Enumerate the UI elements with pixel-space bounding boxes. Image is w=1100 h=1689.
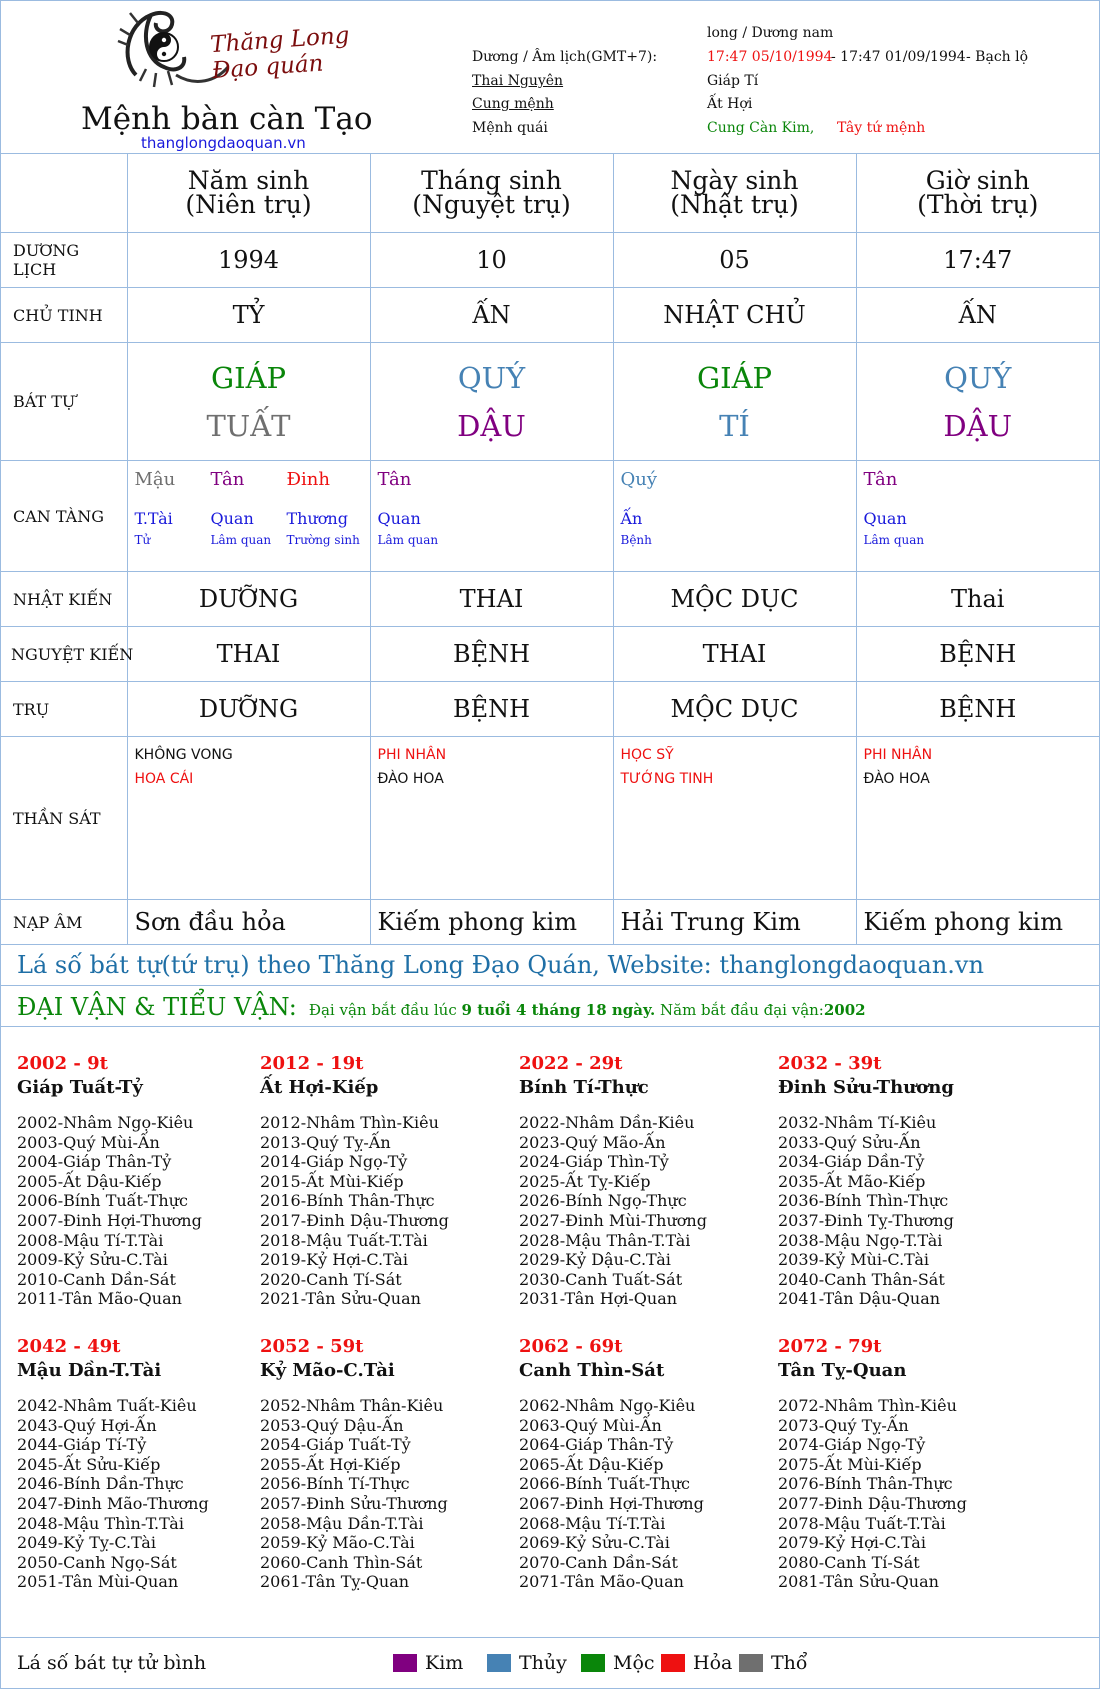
stage-cell: Thai: [856, 572, 1099, 627]
chu-tinh-row: [1, 288, 1099, 343]
name-gender: long / Dương nam: [707, 25, 834, 41]
date-lunar: - 17:47 01/09/1994: [831, 49, 966, 65]
row-label: CHỦ TINH: [1, 288, 127, 343]
hidden-stem: Tân Quan Lâm quan: [377, 469, 439, 547]
block-subtitle: Giáp Tuất-Tỷ: [17, 1077, 143, 1098]
dai-van-title: ĐẠI VẬN & TIỂU VẬN:: [17, 993, 297, 1021]
can-tang-row: [1, 461, 1099, 572]
block-header: 2002 - 9t: [17, 1053, 108, 1074]
col-header-day: Ngày sinh (Nhật trụ): [613, 154, 856, 233]
earthly-branch: DẬU: [943, 408, 1013, 443]
than-sat-cell: PHI NHÂN ĐÀO HOA: [856, 737, 1099, 900]
chu-tinh-cell: TỶ: [127, 288, 370, 343]
site-link[interactable]: thanglongdaoquan.vn: [141, 134, 306, 152]
than-sat-cell: KHÔNG VONG HOA CÁI: [127, 737, 370, 900]
legend-item-kim: Kim: [393, 1652, 463, 1674]
year-list: 2032-Nhâm Tí-Kiêu 2033-Quý Sửu-Ấn 2034-Giáp Dần-Tỷ 2035-Ất Mão-Kiếp 2036-Bính Thìn-Thực 2037-Đinh Tỵ-Thương 2038-Mậu Ngọ-T.Tài 2039-Kỷ Mùi-C.Tài 2040-Canh Thân-Sát 2041-Tân Dậu-Quan: [778, 1113, 954, 1309]
stage-cell: BỆNH: [856, 682, 1099, 737]
stage-cell: THAI: [127, 627, 370, 682]
bat-tu-row: [1, 343, 1099, 461]
bat-tu-cell: [856, 343, 1099, 461]
color-swatch: [393, 1654, 417, 1672]
year-list: 2012-Nhâm Thìn-Kiêu 2013-Quý Tỵ-Ấn 2014-Giáp Ngọ-Tỷ 2015-Ất Mùi-Kiếp 2016-Bính Thân-Thực 2017-Đinh Dậu-Thương 2018-Mậu Tuất-T.Tài 2019-Kỷ Hợi-C.Tài 2020-Canh Tí-Sát 2021-Tân Sửu-Quan: [260, 1113, 449, 1309]
menh-quai-label: Mệnh quái: [472, 120, 548, 136]
date-solar: 17:47 05/10/1994: [707, 49, 833, 65]
nap-am-cell: Hải Trung Kim: [613, 900, 856, 945]
nap-am-cell: Kiếm phong kim: [370, 900, 613, 945]
nguyet-kien-row: [1, 627, 1099, 682]
dai-van-start-info: Đại vận bắt đầu lúc 9 tuổi 4 tháng 18 ngày. Năm bắt đầu đại vận:2002: [308, 1001, 866, 1019]
cung-menh-value: Ất Hợi: [707, 96, 753, 112]
pillars-table: [1, 153, 1099, 945]
stage-cell: BỆNH: [370, 627, 613, 682]
corner-cell: [1, 154, 127, 233]
bat-tu-cell: [613, 343, 856, 461]
hidden-stem: Tân Quan Lâm quan: [210, 469, 272, 547]
color-swatch: [661, 1654, 685, 1672]
color-swatch: [739, 1654, 763, 1672]
menh-quai-value: Cung Càn Kim,: [707, 120, 815, 136]
block-header: 2042 - 49t: [17, 1336, 121, 1357]
day-value: 05: [613, 233, 856, 288]
row-label: CAN TÀNG: [1, 461, 127, 572]
can-tang-cell: [613, 461, 856, 572]
nhat-kien-row: [1, 572, 1099, 627]
hidden-stem: Mậu T.Tài Tử: [134, 469, 176, 547]
heavenly-stem: QUÝ: [457, 360, 526, 395]
heavenly-stem: QUÝ: [944, 360, 1012, 395]
header-row: [1, 154, 1099, 233]
block-header: 2072 - 79t: [778, 1336, 882, 1357]
legend-item-moc: Mộc: [581, 1652, 655, 1674]
solar-term: - Bạch lộ: [966, 49, 1029, 65]
col-header-month: Tháng sinh (Nguyệt trụ): [370, 154, 613, 233]
stage-cell: DƯỠNG: [127, 682, 370, 737]
earthly-branch: TUẤT: [206, 408, 291, 443]
block-subtitle: Tân Tỵ-Quan: [778, 1360, 907, 1381]
dai-van-block: [778, 1336, 1028, 1592]
block-header: 2052 - 59t: [260, 1336, 364, 1357]
col-header-year: Năm sinh (Niên trụ): [127, 154, 370, 233]
duong-lich-row: [1, 233, 1099, 288]
nap-am-cell: Kiếm phong kim: [856, 900, 1099, 945]
bat-tu-cell: [127, 343, 370, 461]
earthly-branch: TÍ: [719, 408, 750, 443]
block-subtitle: Bính Tí-Thực: [519, 1077, 649, 1098]
thang-long-logo: [116, 5, 366, 97]
nap-am-row: [1, 900, 1099, 945]
legend-item-tho: Thổ: [739, 1652, 808, 1674]
dai-van-block: [519, 1336, 769, 1592]
block-header: 2022 - 29t: [519, 1053, 623, 1074]
row-label: NGUYỆT KIẾN: [1, 627, 127, 682]
dai-van-block: [17, 1053, 267, 1309]
legend-title: Lá số bát tự tử bình: [17, 1652, 207, 1674]
earthly-branch: DẬU: [457, 408, 526, 443]
stage-cell: THAI: [370, 572, 613, 627]
block-subtitle: Canh Thìn-Sát: [519, 1360, 665, 1381]
place-label[interactable]: Thai Nguyên: [472, 73, 564, 89]
nap-am-cell: Sơn đầu hỏa: [127, 900, 370, 945]
month-value: 10: [370, 233, 613, 288]
can-tang-cell: [127, 461, 370, 572]
row-label: TRỤ: [1, 682, 127, 737]
logo-text: Thăng Long Đạo quán: [209, 22, 351, 85]
year-list: 2042-Nhâm Tuất-Kiêu 2043-Quý Hợi-Ấn 2044-Giáp Tí-Tỷ 2045-Ất Sửu-Kiếp 2046-Bính Dần-Thực 2047-Đinh Mão-Thương 2048-Mậu Thìn-T.Tài 2049-Kỷ Tỵ-C.Tài 2050-Canh Ngọ-Sát 2051-Tân Mùi-Quan: [17, 1396, 209, 1592]
block-header: 2032 - 39t: [778, 1053, 882, 1074]
dai-van-block: [519, 1053, 769, 1309]
legend-item-hoa: Hỏa: [661, 1652, 732, 1674]
dai-van-block: [260, 1336, 510, 1592]
than-sat-row: [1, 737, 1099, 900]
year-list: 2022-Nhâm Dần-Kiêu 2023-Quý Mão-Ấn 2024-Giáp Thìn-Tỷ 2025-Ất Tỵ-Kiếp 2026-Bính Ngọ-Thực 2027-Đinh Mùi-Thương 2028-Mậu Thân-T.Tài 2029-Kỷ Dậu-C.Tài 2030-Canh Tuất-Sát 2031-Tân Hợi-Quan: [519, 1113, 707, 1309]
block-subtitle: Mậu Dần-T.Tài: [17, 1360, 162, 1381]
year-list: 2072-Nhâm Thìn-Kiêu 2073-Quý Tỵ-Ấn 2074-Giáp Ngọ-Tỷ 2075-Ất Mùi-Kiếp 2076-Bính Thân-Thực 2077-Đinh Dậu-Thương 2078-Mậu Tuất-T.Tài 2079-Kỷ Hợi-C.Tài 2080-Canh Tí-Sát 2081-Tân Sửu-Quan: [778, 1396, 967, 1592]
block-header: 2062 - 69t: [519, 1336, 623, 1357]
row-label: THẦN SÁT: [1, 737, 127, 900]
hidden-stem: Đinh Thương Trường sinh: [286, 469, 360, 547]
website-banner[interactable]: Lá số bát tự(tứ trụ) theo Thăng Long Đạo Quán, Website: thanglongdaoquan.vn: [1, 944, 1099, 986]
year-list: 2052-Nhâm Thân-Kiêu 2053-Quý Dậu-Ấn 2054-Giáp Tuất-Tỷ 2055-Ất Hợi-Kiếp 2056-Bính Tí-Thực 2057-Đinh Sửu-Thương 2058-Mậu Dần-T.Tài 2059-Kỷ Mão-C.Tài 2060-Canh Thìn-Sát 2061-Tân Tỵ-Quan: [260, 1396, 448, 1592]
block-subtitle: Đinh Sửu-Thương: [778, 1077, 954, 1098]
cung-menh-label[interactable]: Cung mệnh: [472, 96, 554, 112]
chu-tinh-cell: ẤN: [856, 288, 1099, 343]
page-title: Mệnh bàn càn Tạo: [81, 101, 373, 137]
menh-quai-group: Tây tứ mệnh: [837, 120, 926, 136]
hidden-stem: Quý Ấn Bệnh: [620, 469, 658, 547]
dai-van-block: [17, 1336, 267, 1592]
row-label: NHẬT KIẾN: [1, 572, 127, 627]
stage-cell: THAI: [613, 627, 856, 682]
year-list: 2002-Nhâm Ngọ-Kiêu 2003-Quý Mùi-Ấn 2004-Giáp Thân-Tỷ 2005-Ất Dậu-Kiếp 2006-Bính Tuất-Thực 2007-Đinh Hợi-Thương 2008-Mậu Tí-T.Tài 2009-Kỷ Sửu-C.Tài 2010-Canh Dần-Sát 2011-Tân Mão-Quan: [17, 1113, 202, 1309]
legend-item-thuy: Thủy: [487, 1652, 567, 1674]
place-value: Giáp Tí: [707, 73, 759, 89]
stage-cell: MỘC DỤC: [613, 572, 856, 627]
stage-cell: BỆNH: [856, 627, 1099, 682]
heavenly-stem: GIÁP: [696, 360, 773, 395]
chart-header: [1, 1, 1099, 154]
dai-van-block: [778, 1053, 1028, 1309]
tru-row: [1, 682, 1099, 737]
can-tang-cell: [370, 461, 613, 572]
chu-tinh-cell: NHẬT CHỦ: [613, 288, 856, 343]
date-label: Dương / Âm lịch(GMT+7):: [472, 49, 658, 65]
can-tang-cell: [856, 461, 1099, 572]
stage-cell: MỘC DỤC: [613, 682, 856, 737]
row-label: BÁT TỰ: [1, 343, 127, 461]
col-header-hour: Giờ sinh (Thời trụ): [856, 154, 1099, 233]
stage-cell: DƯỠNG: [127, 572, 370, 627]
than-sat-cell: HỌC SỸ TƯỚNG TINH: [613, 737, 856, 900]
chu-tinh-cell: ẤN: [370, 288, 613, 343]
bat-tu-cell: [370, 343, 613, 461]
hidden-stem: Tân Quan Lâm quan: [863, 469, 925, 547]
color-swatch: [487, 1654, 511, 1672]
than-sat-cell: PHI NHÂN ĐÀO HOA: [370, 737, 613, 900]
year-value: 1994: [127, 233, 370, 288]
row-label: NẠP ÂM: [1, 900, 127, 945]
element-legend: [1, 1637, 1099, 1688]
hour-value: 17:47: [856, 233, 1099, 288]
dai-van-block: [260, 1053, 510, 1309]
row-label: DƯƠNG LỊCH: [1, 233, 127, 288]
color-swatch: [581, 1654, 605, 1672]
block-subtitle: Ất Hợi-Kiếp: [260, 1077, 379, 1098]
block-header: 2012 - 19t: [260, 1053, 364, 1074]
block-subtitle: Kỷ Mão-C.Tài: [260, 1360, 395, 1381]
heavenly-stem: GIÁP: [210, 360, 287, 395]
stage-cell: BỆNH: [370, 682, 613, 737]
dai-van-header: [1, 987, 1099, 1027]
year-list: 2062-Nhâm Ngọ-Kiêu 2063-Quý Mùi-Ấn 2064-Giáp Thân-Tỷ 2065-Ất Dậu-Kiếp 2066-Bính Tuất-Thực 2067-Đinh Hợi-Thương 2068-Mậu Tí-T.Tài 2069-Kỷ Sửu-C.Tài 2070-Canh Dần-Sát 2071-Tân Mão-Quan: [519, 1396, 704, 1592]
